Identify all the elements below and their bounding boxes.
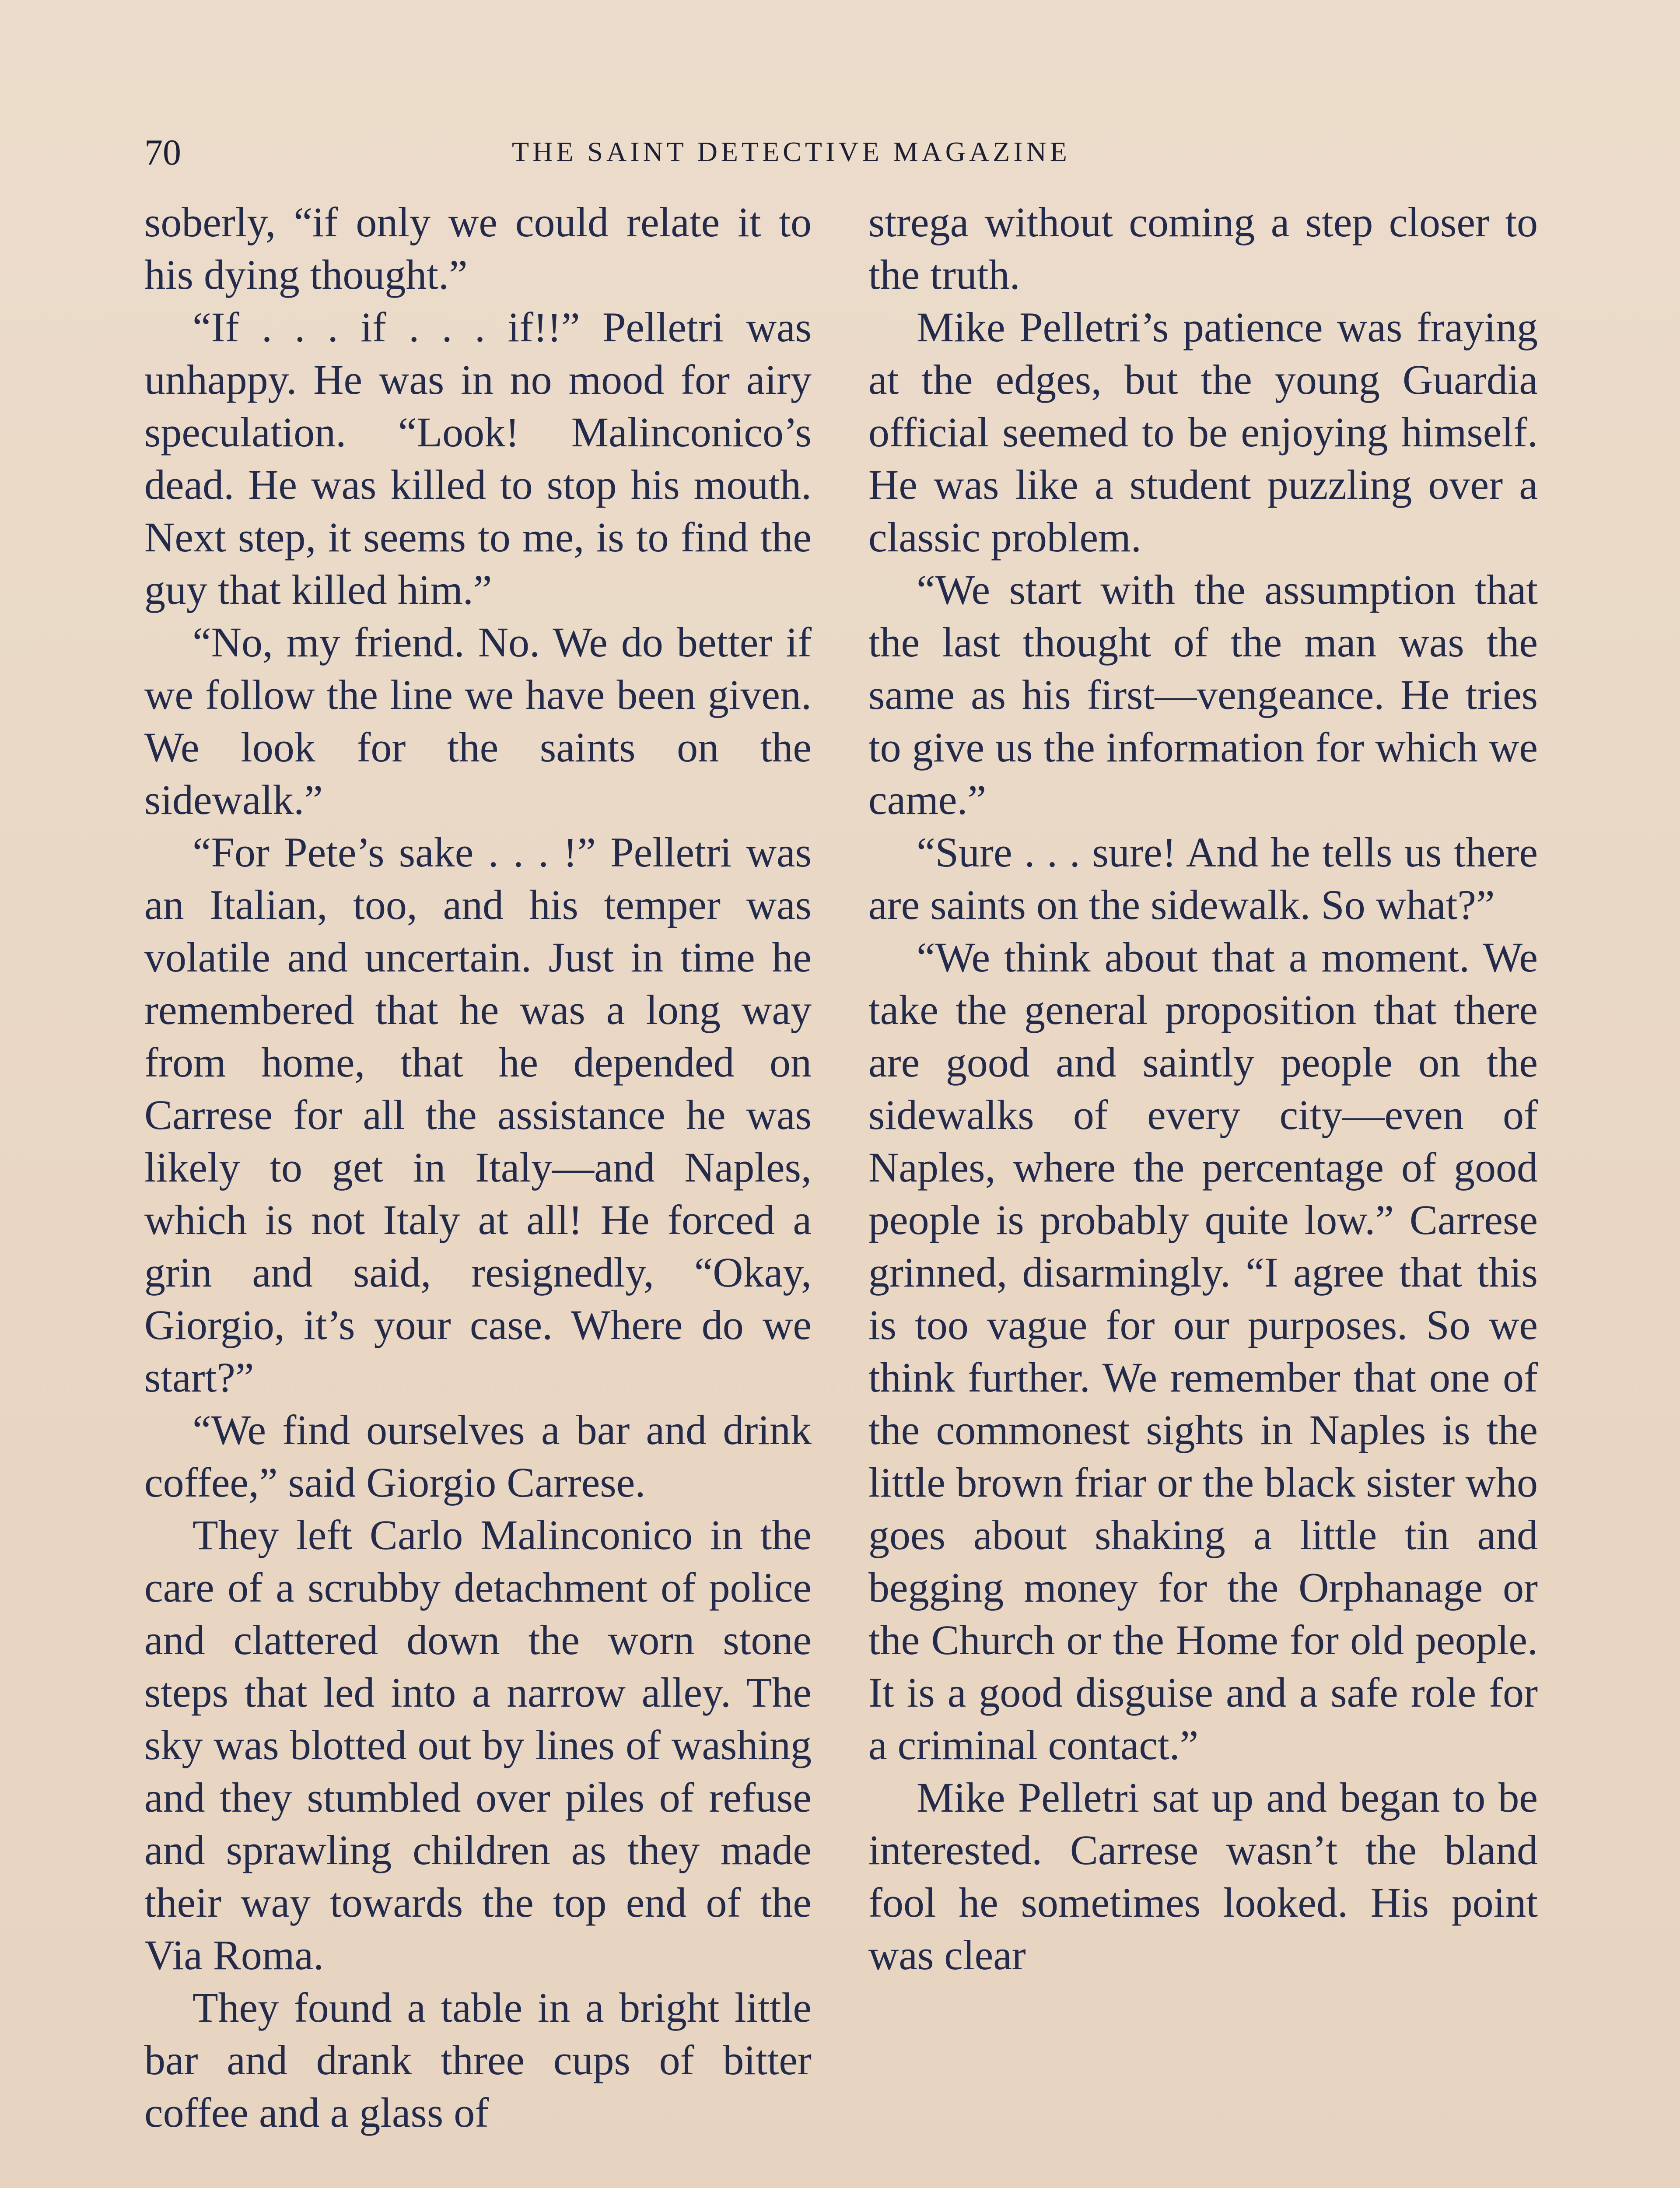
left-column (144, 196, 812, 2139)
paragraph: soberly, “if only we could relate it to his dying thought.” (144, 199, 812, 298)
paragraph: Mike Pelletri sat up and began to be interested. Carrese wasn’t the bland fool he sometimes looked. His point was clear (868, 1774, 1538, 1978)
paragraph: They left Carlo Malinconico in the care of a scrubby detachment of police and clattered down the worn stone steps that led into a narrow alley. The sky was blotted out by lines of washing and they stumbled over piles of refuse and sprawling children as they made their way towards the top end of the Via Roma. (144, 1511, 812, 1978)
page-header (144, 131, 1544, 179)
paragraph: They found a table in a bright little bar and drank three cups of bitter coffee and a glass of (144, 1984, 812, 2136)
paragraph: “If . . . if . . . if!!” Pelletri was unhappy. He was in no mood for airy speculation. “Look! Malinconico’s dead. He was killed to stop his mouth. Next step, it seems to me, is to find the guy that killed him.” (144, 304, 812, 613)
paragraph: “No, my friend. No. We do better if we follow the line we have been given. We look for the saints on the sidewalk.” (144, 619, 812, 823)
paragraph: “For Pete’s sake . . . !” Pelletri was an Italian, too, and his temper was volatile and uncertain. Just in time he remembered that he was a long way from home, that he depended on Carrese for all the assistance he was likely to get in Italy—and Naples, which is not Italy at all! He forced a grin and said, resignedly, “Okay, Giorgio, it’s your case. Where do we start?” (144, 829, 812, 1401)
page-number: 70 (144, 132, 181, 173)
paragraph: “We think about that a moment. We take the general proposition that there are good and saintly people on the sidewalks of every city—even of Naples, where the percentage of good people is probably quite low.” Carrese grinned, disarmingly. “I agree that this is too vague for our purposes. So we think further. We remember that one of the commonest sights in Naples is the little brown friar or the black sister who goes about shaking a little tin and begging money for the Orphanage or the Church or the Home for old people. It is a good disguise and a safe role for a criminal contact.” (868, 934, 1538, 1768)
paragraph: “Sure . . . sure! And he tells us there are saints on the sidewalk. So what?” (868, 829, 1538, 928)
running-title: THE SAINT DETECTIVE MAGAZINE (512, 136, 1071, 167)
paragraph: “We start with the assumption that the last thought of the man was the same as his first—vengeance. He tries to give us the information for which we came.” (868, 566, 1538, 823)
paragraph: “We find ourselves a bar and drink coffee,” said Giorgio Carrese. (144, 1406, 812, 1506)
right-column (868, 196, 1538, 1981)
paragraph: strega without coming a step closer to the truth. (868, 199, 1538, 298)
paragraph: Mike Pelletri’s patience was fraying at the edges, but the young Guardia official seemed to be enjoying himself. He was like a student puzzling over a classic problem. (868, 304, 1538, 561)
